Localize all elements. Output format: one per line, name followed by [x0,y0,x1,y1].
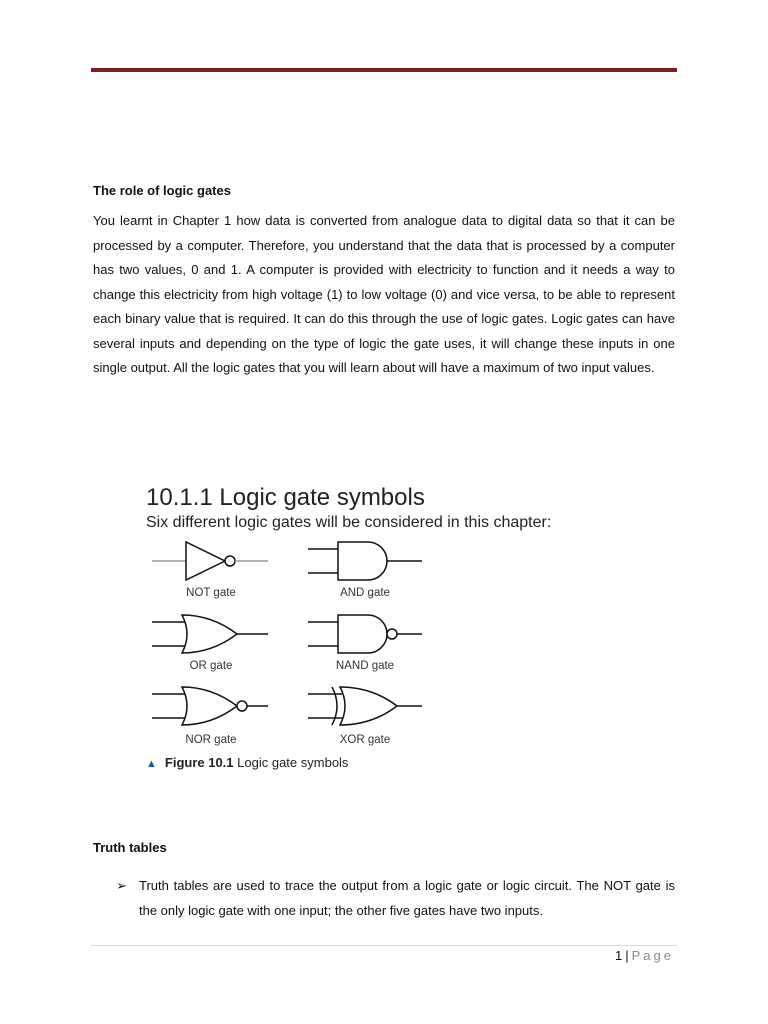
figure-subtitle: Six different logic gates will be considered in this chapter: [146,514,552,531]
logic-gates-figure [140,482,620,777]
or-gate-symbol [152,615,268,653]
not-gate-label: NOT gate [186,587,236,599]
or-gate-label: OR gate [189,660,233,672]
page-label: Page [631,948,674,963]
and-gate-label: AND gate [340,587,390,599]
page-footer [615,948,674,963]
section-heading-logic-gates: The role of logic gates [93,183,231,198]
nor-gate-label: NOR gate [185,734,237,746]
figure-caption [146,755,348,770]
truth-tables-bullet-text: Truth tables are used to trace the output from a logic gate or logic circuit. The NOT gate is the only logic gate with one input; the other five gates have two inputs. [139,878,675,918]
figure-caption-text: Logic gate symbols [237,755,349,770]
and-gate-symbol [308,542,422,580]
section-heading-truth-tables: Truth tables [93,840,167,855]
not-gate-symbol [152,542,268,580]
figure-caption-label: Figure 10.1 [164,755,234,770]
nand-gate-label: NAND gate [335,660,395,672]
figure-title: 10.1.1 Logic gate symbols [146,484,425,511]
nor-gate-symbol [152,687,268,725]
header-rule [91,68,677,72]
footer-separator: | [625,948,629,963]
intro-paragraph: You learnt in Chapter 1 how data is converted from analogue data to digital data so that it can be processed by a computer. Therefore, you understand that the data that is processed by a computer has two values, 0 and 1. A computer is provided with electricity to function and it needs a way to change this electricity from high voltage (1) to low voltage (0) and vice versa, to be able to represent each binary value that is required. It can do this through the use of logic gates. Logic gates can have several inputs and depending on the type of logic the gate uses, it will change these inputs in one single output. All the logic gates that you will learn about will have a maximum of two input values. [93,213,675,375]
arrow-bullet-icon: ➢ [116,878,127,893]
page-number: 1 [615,948,623,963]
xor-gate-symbol [308,687,422,725]
xor-gate-label: XOR gate [339,734,391,746]
triangle-marker-icon: ▲ [146,758,157,770]
footer-rule [91,945,677,946]
nand-gate-symbol [308,615,422,653]
